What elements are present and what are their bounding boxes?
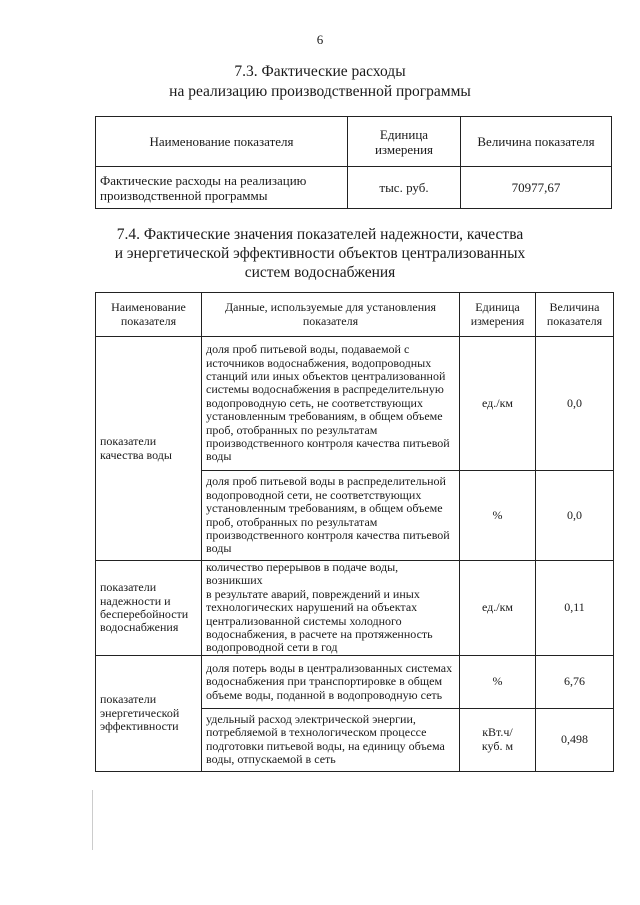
data-line: водоснабжения при транспортировке в общем [206, 674, 443, 689]
page-number: 6 [316, 32, 324, 47]
section-title-7-4-line3: систем водоснабжения [244, 264, 396, 281]
data-line: воды, отпускаемой в сеть [206, 752, 336, 767]
table-row [96, 655, 614, 708]
header-data-line1: Данные, используемые для установления [224, 300, 437, 315]
row-value: 0,11 [536, 561, 614, 656]
data-line: доля потерь воды в централизованных системах [206, 660, 453, 675]
expenses-table [95, 116, 612, 209]
header-unit-line2: измерения [470, 313, 525, 328]
table-row [96, 337, 614, 471]
group-name-line: надежности и [100, 593, 171, 608]
section-title-7-4-line1: 7.4. Фактические значения показателей надежности, качества [116, 226, 524, 243]
unit-line2: куб. м [481, 738, 514, 753]
group-name-line: бесперебойности [100, 606, 189, 621]
data-line: проб, отобранных по результатам [206, 514, 378, 529]
data-line: объеме воды, поданной в водопроводную сеть [206, 687, 443, 702]
row-data [202, 337, 460, 471]
data-line: источников водоснабжения, водопроводных [206, 355, 432, 370]
data-line: воды [206, 541, 232, 556]
row-data [202, 655, 460, 708]
data-line: станций или иных объектов централизованной [206, 368, 446, 383]
unit-line1: кВт.ч/ [482, 725, 513, 740]
header-unit-line1: Единица [379, 126, 429, 142]
table-row [96, 561, 614, 656]
table-header-row [96, 117, 612, 167]
header-value: Величина показателя [461, 117, 612, 167]
data-line: системы водоснабжения в распределительную [206, 382, 444, 397]
row-value: 6,76 [536, 655, 614, 708]
row-data [202, 561, 460, 656]
data-line: водопроводную сеть, не соответствующих [206, 395, 423, 410]
header-value-line2: показателя [546, 313, 603, 328]
data-line: установленным требованиям, в общем объеме [206, 409, 443, 424]
row-name-line1: Фактические расходы на реализацию [100, 172, 307, 188]
table-row [96, 167, 612, 209]
data-line: централизованной системы холодного [206, 613, 402, 628]
header-name: Наименование показателя [96, 117, 348, 167]
header-value-line1: Величина [549, 300, 600, 315]
data-line: количество перерывов в подаче воды, возникших [206, 560, 399, 588]
data-line: производственного контроля качества питьевой [206, 527, 450, 542]
header-value [536, 293, 614, 337]
data-line: производственного контроля качества питьевой [206, 436, 450, 451]
group-name-quality [96, 337, 202, 561]
row-name-line2: производственной программы [100, 187, 268, 203]
row-name [96, 167, 348, 209]
row-value: 70977,67 [461, 167, 612, 209]
section-title-7-3-line1: 7.3. Фактические расходы [234, 63, 406, 80]
data-line: технологических нарушений на объектах [206, 600, 418, 615]
header-unit [348, 117, 461, 167]
scan-margin-line [92, 790, 93, 850]
data-line: проб, отобранных по результатам [206, 422, 378, 437]
group-name-line: качества воды [100, 447, 172, 462]
header-unit [460, 293, 536, 337]
row-data [202, 471, 460, 561]
header-name [96, 293, 202, 337]
header-unit-line1: Единица [475, 300, 520, 315]
header-data [202, 293, 460, 337]
group-name-line: показатели [100, 692, 157, 707]
table-header-row [96, 293, 614, 337]
group-name-line: энергетической [100, 705, 180, 720]
data-line: подготовки питьевой воды, на единицу объема [206, 738, 445, 753]
data-line: водоснабжения, в расчете на протяженность [206, 627, 433, 642]
header-data-line2: показателя [302, 313, 359, 328]
data-line: установленным требованиям, в общем объеме [206, 501, 443, 516]
row-unit: % [460, 471, 536, 561]
section-title-7-3-line2: на реализацию производственной программы [169, 83, 471, 100]
group-name-energy [96, 655, 202, 771]
group-name-reliability [96, 561, 202, 656]
row-data [202, 708, 460, 771]
indicators-table [95, 292, 614, 772]
row-unit: ед./км [460, 561, 536, 656]
header-unit-line2: измерения [374, 141, 434, 157]
row-unit [460, 708, 536, 771]
row-value: 0,0 [536, 471, 614, 561]
data-line: потребляемой в технологическом процессе [206, 725, 427, 740]
data-line: доля проб питьевой воды в распределительной [206, 474, 446, 489]
data-line: доля проб питьевой воды, подаваемой с [206, 342, 410, 357]
data-line: удельный расход электрической энергии, [206, 712, 416, 727]
row-value: 0,498 [536, 708, 614, 771]
header-name-line2: показателя [120, 313, 177, 328]
data-line: водопроводной сети в год [206, 640, 338, 655]
section-title-7-4-line2: и энергетической эффективности объектов централизованных [114, 245, 526, 262]
row-unit: ед./км [460, 337, 536, 471]
data-line: водопроводной сети, не соответствующих [206, 487, 422, 502]
row-value: 0,0 [536, 337, 614, 471]
header-name-line1: Наименование [111, 300, 186, 315]
group-name-line: показатели [100, 580, 157, 595]
data-line: воды [206, 449, 232, 464]
row-unit: тыс. руб. [348, 167, 461, 209]
group-name-line: показатели [100, 434, 157, 449]
group-name-line: эффективности [100, 719, 179, 734]
row-unit: % [460, 655, 536, 708]
data-line: в результате аварий, повреждений и иных [206, 586, 420, 601]
group-name-line: водоснабжения [100, 620, 179, 635]
